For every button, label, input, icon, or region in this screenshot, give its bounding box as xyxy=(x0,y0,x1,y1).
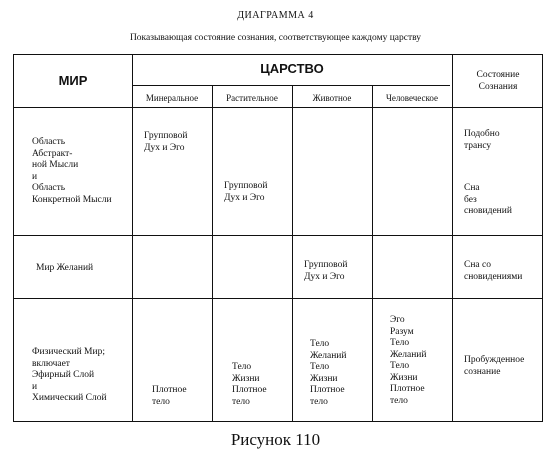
cell-line: Дух и Эго xyxy=(224,192,265,203)
cell-abstract-mineral xyxy=(144,131,187,154)
cell-line: Химический Слой xyxy=(32,393,107,403)
header-state-line: Состояние xyxy=(476,70,520,80)
figure-caption: Рисунок 110 xyxy=(230,430,321,449)
cell-line: Конкретной Мысли xyxy=(32,194,112,205)
cell-line: Желаний xyxy=(390,349,427,360)
header-state-line: Сознания xyxy=(478,82,518,92)
header-world: МИР xyxy=(58,73,88,88)
column-header-mineral: Минеральное xyxy=(145,93,199,103)
consciousness-table xyxy=(13,54,543,422)
cell-line: Плотное xyxy=(232,385,267,395)
row-world-physical xyxy=(32,347,107,405)
cell-physical-mineral xyxy=(152,385,187,408)
cell-line: Тело xyxy=(310,339,330,349)
cell-line: Сна со xyxy=(464,260,491,270)
cell-line: включает xyxy=(32,358,70,369)
cell-line: ной Мысли xyxy=(32,160,79,170)
diagram-title: ДИАГРАММА 4 xyxy=(237,10,314,21)
cell-line: Жизни xyxy=(232,373,260,384)
cell-line: Область xyxy=(32,137,66,147)
cell-line: тело xyxy=(310,396,328,407)
cell-line: Тело xyxy=(390,338,410,348)
cell-line: Плотное xyxy=(310,385,345,395)
cell-line: Жизни xyxy=(390,372,418,383)
cell-line: без xyxy=(464,194,477,205)
cell-line: Абстракт- xyxy=(32,148,73,159)
cell-line: и xyxy=(32,381,38,392)
cell-physical-human xyxy=(390,315,426,407)
column-header-human: Человеческое xyxy=(385,93,439,103)
diagram-subtitle: Показывающая состояние сознания, соответствующее каждому царству xyxy=(129,33,422,43)
cell-line: Сна xyxy=(464,183,480,193)
cell-line: Плотное xyxy=(390,384,425,394)
cell-line: Групповой xyxy=(224,181,268,191)
column-header-plant: Растительное xyxy=(226,93,278,103)
cell-line: трансу xyxy=(464,140,492,151)
divider xyxy=(452,55,453,421)
cell-line: и xyxy=(32,171,38,182)
cell-physical-state xyxy=(464,355,524,378)
divider xyxy=(14,107,542,108)
cell-desire-animal xyxy=(304,260,347,283)
divider xyxy=(14,235,542,236)
cell-desire-state xyxy=(464,260,522,283)
cell-line: Мир Желаний xyxy=(36,263,94,273)
cell-line: Желаний xyxy=(310,350,347,361)
cell-line: Эго xyxy=(390,315,405,325)
cell-line: Плотное xyxy=(152,385,187,395)
divider xyxy=(292,85,293,421)
cell-line: Тело xyxy=(232,362,252,372)
cell-abstract-state-dreamless xyxy=(464,183,512,218)
header-consciousness-state xyxy=(452,69,544,93)
cell-line: сновидений xyxy=(464,206,512,216)
divider xyxy=(14,298,542,299)
cell-line: Физический Мир; xyxy=(32,347,105,357)
cell-line: тело xyxy=(232,396,250,407)
cell-line: тело xyxy=(152,396,170,407)
cell-line: сознание xyxy=(464,366,501,377)
cell-line: Разум xyxy=(390,326,414,337)
cell-abstract-plant xyxy=(224,181,267,204)
cell-line: Подобно xyxy=(464,129,500,139)
cell-line: сновидениями xyxy=(464,271,523,282)
cell-abstract-state-trance xyxy=(464,129,500,152)
cell-physical-animal xyxy=(310,339,346,408)
row-world-abstract xyxy=(32,137,112,206)
cell-physical-plant xyxy=(232,362,267,408)
cell-line: Дух и Эго xyxy=(304,271,345,282)
divider xyxy=(132,55,133,421)
cell-line: Групповой xyxy=(304,260,348,270)
cell-line: Область xyxy=(32,183,66,193)
cell-line: тело xyxy=(390,395,408,406)
column-header-animal: Животное xyxy=(312,93,352,103)
cell-line: Эфирный Слой xyxy=(32,370,95,380)
divider xyxy=(132,85,450,86)
divider xyxy=(372,85,373,421)
row-world-desire xyxy=(36,263,93,275)
cell-line: Жизни xyxy=(310,373,338,384)
header-kingdom: ЦАРСТВО xyxy=(260,61,324,76)
cell-line: Дух и Эго xyxy=(144,142,185,153)
cell-line: Тело xyxy=(310,362,330,372)
cell-line: Пробужденное xyxy=(464,355,525,365)
cell-line: Групповой xyxy=(144,131,188,141)
cell-line: Тело xyxy=(390,361,410,371)
divider xyxy=(212,85,213,421)
